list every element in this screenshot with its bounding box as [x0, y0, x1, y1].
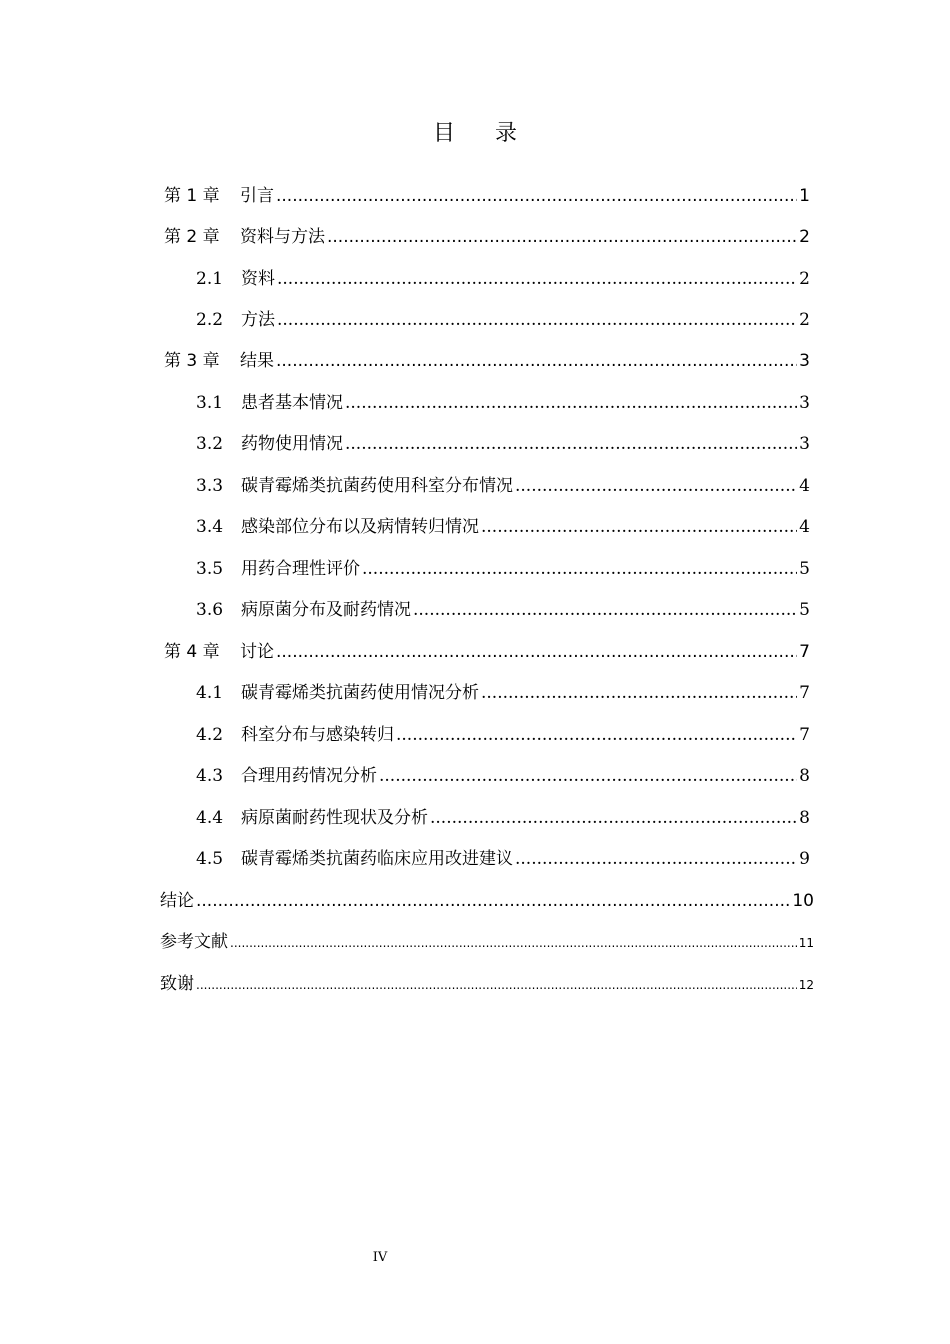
entry-page: 1 — [799, 186, 810, 206]
entry-label: 药物使用情况 — [241, 434, 343, 454]
entry-number: 3.3 — [196, 476, 224, 496]
dot-leader — [396, 720, 797, 750]
entry-page: 4 — [799, 517, 810, 537]
entry-page: 3 — [799, 434, 810, 454]
toc-entry-3-1[interactable] — [196, 388, 810, 418]
dot-leader — [481, 512, 797, 542]
entry-label: 参考文献 — [160, 932, 228, 952]
entry-page: 10 — [792, 891, 814, 911]
dot-leader — [196, 970, 797, 1000]
toc-entry-acknowledgements[interactable] — [160, 969, 814, 999]
dot-leader — [345, 429, 797, 459]
toc-entry-ch2[interactable] — [164, 222, 810, 252]
entry-number: 3.5 — [196, 559, 224, 579]
entry-page: 7 — [799, 725, 810, 745]
entry-page: 4 — [799, 476, 810, 496]
toc-entry-3-4[interactable] — [196, 512, 810, 542]
entry-label: 资料与方法 — [240, 227, 325, 247]
entry-label: 合理用药情况分析 — [241, 766, 377, 786]
dot-leader — [481, 678, 797, 708]
entry-page: 5 — [799, 559, 810, 579]
dot-leader — [277, 264, 797, 294]
toc-entry-ch1[interactable] — [164, 181, 810, 211]
entry-number: 3.1 — [196, 393, 224, 413]
entry-number: 2.1 — [196, 269, 224, 289]
entry-page: 12 — [798, 978, 814, 992]
toc-entry-references[interactable] — [160, 927, 814, 957]
toc-entry-4-2[interactable] — [196, 720, 810, 750]
toc-entry-3-6[interactable] — [196, 595, 810, 625]
dot-leader — [413, 595, 797, 625]
entry-label: 结论 — [160, 891, 194, 911]
entry-page: 7 — [799, 683, 810, 703]
entry-label: 用药合理性评价 — [241, 559, 360, 579]
entry-label: 致谢 — [160, 974, 194, 994]
entry-page: 8 — [799, 808, 810, 828]
entry-label: 讨论 — [240, 642, 274, 662]
entry-label: 科室分布与感染转归 — [241, 725, 394, 745]
entry-page: 2 — [799, 310, 810, 330]
entry-number: 第 1 章 — [164, 186, 220, 206]
toc-entry-3-5[interactable] — [196, 554, 810, 584]
toc-entry-4-4[interactable] — [196, 803, 810, 833]
dot-leader — [276, 181, 797, 211]
entry-number: 第 2 章 — [164, 227, 220, 247]
entry-page: 2 — [799, 227, 810, 247]
dot-leader — [515, 844, 797, 874]
entry-number: 3.4 — [196, 517, 224, 537]
dot-leader — [379, 761, 797, 791]
entry-label: 碳青霉烯类抗菌药使用情况分析 — [241, 683, 479, 703]
entry-number: 4.2 — [196, 725, 224, 745]
dot-leader — [277, 305, 797, 335]
entry-page: 2 — [799, 269, 810, 289]
entry-page: 5 — [799, 600, 810, 620]
entry-label: 病原菌耐药性现状及分析 — [241, 808, 428, 828]
toc-entry-4-1[interactable] — [196, 678, 810, 708]
dot-leader — [276, 637, 797, 667]
toc-entry-3-2[interactable] — [196, 429, 810, 459]
dot-leader — [196, 886, 790, 916]
entry-page: 11 — [798, 936, 814, 950]
entry-label: 结果 — [240, 351, 274, 371]
entry-number: 4.5 — [196, 849, 224, 869]
dot-leader — [230, 928, 797, 958]
entry-page: 7 — [799, 642, 810, 662]
dot-leader — [327, 222, 797, 252]
entry-number: 3.2 — [196, 434, 224, 454]
toc-entry-4-3[interactable] — [196, 761, 810, 791]
toc-entry-2-2[interactable] — [196, 305, 810, 335]
dot-leader — [430, 803, 797, 833]
entry-label: 感染部位分布以及病情转归情况 — [241, 517, 479, 537]
toc-entry-ch3[interactable] — [164, 346, 810, 376]
dot-leader — [362, 554, 797, 584]
entry-page: 9 — [799, 849, 810, 869]
entry-number: 2.2 — [196, 310, 224, 330]
page-number: IV — [372, 1250, 388, 1265]
entry-label: 碳青霉烯类抗菌药临床应用改进建议 — [241, 849, 513, 869]
entry-label: 病原菌分布及耐药情况 — [241, 600, 411, 620]
dot-leader — [276, 346, 797, 376]
toc-entry-conclusion[interactable] — [160, 886, 814, 916]
toc-entry-2-1[interactable] — [196, 264, 810, 294]
dot-leader — [345, 388, 797, 418]
toc-entry-4-5[interactable] — [196, 844, 810, 874]
toc-entry-3-3[interactable] — [196, 471, 810, 501]
entry-label: 患者基本情况 — [241, 393, 343, 413]
entry-label: 碳青霉烯类抗菌药使用科室分布情况 — [241, 476, 513, 496]
entry-number: 3.6 — [196, 600, 224, 620]
entry-number: 第 4 章 — [164, 642, 220, 662]
toc-entry-ch4[interactable] — [164, 637, 810, 667]
dot-leader — [515, 471, 797, 501]
toc-title: 目录 — [432, 121, 557, 146]
entry-page: 8 — [799, 766, 810, 786]
entry-number: 第 3 章 — [164, 351, 220, 371]
entry-number: 4.3 — [196, 766, 224, 786]
entry-label: 方法 — [241, 310, 275, 330]
entry-page: 3 — [799, 393, 810, 413]
entry-label: 引言 — [240, 186, 274, 206]
entry-number: 4.1 — [196, 683, 224, 703]
entry-number: 4.4 — [196, 808, 224, 828]
entry-page: 3 — [799, 351, 810, 371]
entry-label: 资料 — [241, 269, 275, 289]
